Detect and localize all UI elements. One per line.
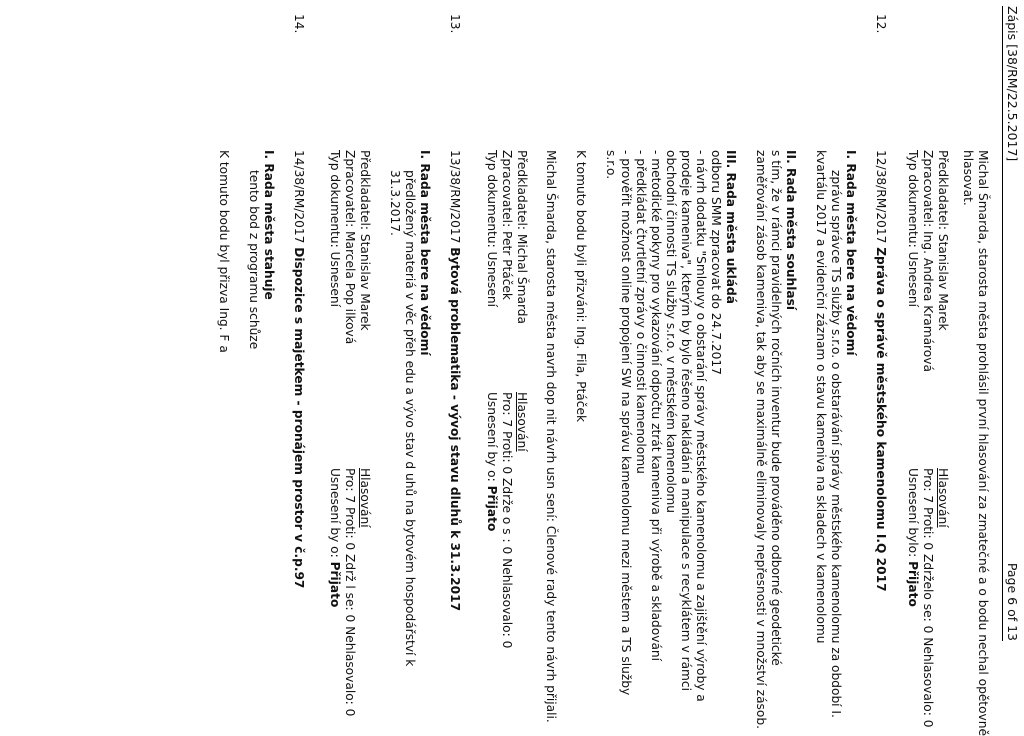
item-code: 12/38/RM/2017 bbox=[874, 150, 888, 244]
header-divider bbox=[1002, 6, 1003, 641]
section-line: - metodické pokyny pro vykazování odpočtu ztrát kameniva při výrobě a skladování bbox=[649, 150, 663, 662]
vote-counts: Pro: 7 Proti: 0 Zdrželo se: 0 Nehlasovalo: 0 bbox=[921, 468, 935, 728]
item-heading bbox=[291, 150, 306, 588]
section-heading: III. Rada města ukládá bbox=[724, 150, 738, 304]
invited-note: K tomuto bodu byl přizva Ing. F a bbox=[217, 150, 231, 353]
meta-value: Petr Ptáček bbox=[500, 231, 514, 300]
meta-value: Ing. Andrea Kramárová bbox=[921, 231, 935, 372]
meta-value: Stanislav Marek bbox=[936, 233, 950, 331]
item-title: Bytová problematika - vývoj stavu dluhů k 31.3.2017 bbox=[448, 247, 462, 612]
meta-label: Usnesení bylo: bbox=[906, 468, 920, 558]
section-line: prodeje kameniva", kterým by bylo řešeno nakládání a manipulace s recyklátem v rámci bbox=[679, 150, 693, 692]
meta-value: Usnesení bbox=[485, 251, 499, 307]
intro-line: hlasovat. bbox=[961, 150, 975, 206]
meta-label: Typ dokumentu: bbox=[328, 150, 342, 248]
meta-label: Předkladatel: bbox=[515, 150, 529, 230]
meta-label: Usnesení by o: bbox=[485, 392, 499, 482]
item-number: 12. bbox=[874, 14, 888, 34]
meta-label: Typ dokumentu: bbox=[485, 150, 499, 248]
resolution-section bbox=[603, 150, 738, 702]
meta-block bbox=[484, 150, 529, 649]
document-title: Zápis [38/RM/22.5.2017] bbox=[1005, 6, 1020, 162]
section-line: s tím, že v rámci pravidelných ročních inventur bude prováděno odborné geodetické bbox=[769, 150, 783, 666]
meta-value: Usnesení bbox=[906, 251, 920, 307]
meta-label: Typ dokumentu: bbox=[906, 150, 920, 248]
item-number: 14. bbox=[292, 14, 306, 34]
section-line: - předkládat čtvrtletní zprávy o činnosti kamenolomu bbox=[634, 150, 648, 474]
item-number: 13. bbox=[448, 14, 462, 34]
vote-counts: Pro: 7 Proti: 0 Zdrž l se: 0 Nehlasovalo: 0 bbox=[343, 468, 357, 717]
item-title: Dispozice s majetkem - pronájem prostor v č.p.97 bbox=[292, 247, 306, 589]
page-header bbox=[1004, 6, 1020, 641]
section-line: zprávu správce TS služby s.r.o. o obstarávání správy městského kamenolomu za období I. bbox=[829, 170, 843, 718]
meta-label: Usnesení by o: bbox=[328, 468, 342, 558]
meta-label: Zpracovatel: bbox=[500, 150, 514, 228]
section-line: odboru SMM zpracovat do 24.7.2017 bbox=[709, 150, 723, 375]
hlasovani-label: Hlasování bbox=[358, 468, 372, 528]
meta-value: Stanislav Marek bbox=[358, 233, 372, 331]
meta-block bbox=[905, 150, 950, 728]
meta-label: Předkladatel: bbox=[358, 150, 372, 230]
meta-label: Předkladatel: bbox=[936, 150, 950, 230]
meta-value: Michal Šmarda bbox=[515, 233, 529, 325]
hlasovani-label: Hlasování bbox=[515, 392, 529, 452]
item-heading bbox=[873, 150, 888, 592]
section-line: tento bod z programu schůze bbox=[247, 170, 261, 350]
section-line: kvartálu 2017 a evidenční záznam o stavu kameniva na skladech v kamenolomu bbox=[814, 150, 828, 644]
item-heading bbox=[447, 150, 462, 611]
section-line: zaměřování zásob kameniva, tak aby se maximálně eliminovaly nepřesnosti v množství zásob. bbox=[754, 150, 768, 729]
section-line: 31.3.2017. bbox=[388, 170, 402, 236]
resolution-section bbox=[753, 150, 798, 729]
meta-value: Usnesení bbox=[328, 251, 342, 307]
vote-result: Přijato bbox=[906, 561, 920, 607]
page-number: Page 6 of 13 bbox=[1005, 562, 1020, 641]
vote-result: Přijato bbox=[485, 485, 499, 532]
item-code: 14/38/RM/2017 bbox=[292, 150, 306, 244]
section-heading: II. Rada města souhlasí bbox=[784, 150, 798, 311]
meta-block bbox=[327, 150, 372, 717]
meta-label: Zpracovatel: bbox=[921, 150, 935, 228]
item-code: 13/38/RM/2017 bbox=[448, 150, 462, 244]
section-heading: I. Rada města bere na vědomí bbox=[418, 150, 432, 356]
meta-value: Marcela Pop ilková bbox=[343, 231, 357, 345]
amendment-note: Michal Šmarda, starosta města navrh dop nit návrh usn sení: Členové rady tento návrh přijali. bbox=[544, 150, 558, 723]
section-line: - návrh dodatku "Smlouvy o obstarání správy městského kamenolomu a zajištění výroby a bbox=[694, 150, 708, 702]
invited-note: K tomuto bodu byli přizváni: Ing. Fila, Ptáček bbox=[574, 150, 588, 422]
hlasovani-label: Hlasování bbox=[936, 468, 950, 528]
section-line: obchodní činnosti TS služby s.r.o. v městském kamenolomu bbox=[664, 150, 678, 513]
resolution-section bbox=[813, 150, 858, 718]
vote-result: Přijato bbox=[328, 561, 342, 608]
section-line: s.r.o. bbox=[604, 150, 618, 180]
intro-line: Michal Šmarda, starosta města prohlásil první hlasování za zmatečné a o bodu nechal opětovně bbox=[976, 150, 990, 736]
item-title: Zpráva o správě městského kamenolomu I.Q 2017 bbox=[874, 247, 888, 592]
section-heading: I. Rada města bere na vědomí bbox=[844, 150, 858, 356]
section-line: předložený materiá v věc přeh edu a vývo stav d uhů na bytovém hospodářství k bbox=[403, 170, 417, 667]
meta-label: Zpracovatel: bbox=[343, 150, 357, 228]
resolution-section bbox=[387, 150, 432, 666]
resolution-section bbox=[246, 150, 276, 349]
vote-counts: Pro: 7 Proti: 0 Zdrže o s : 0 Nehlasovalo: 0 bbox=[500, 392, 514, 649]
intro-paragraph bbox=[960, 150, 990, 736]
section-line: - prověřit možnost online propojení SW na správu kamenolomu mezi městem a TS služby bbox=[619, 150, 633, 696]
section-heading: I. Rada města stahuje bbox=[262, 150, 276, 300]
